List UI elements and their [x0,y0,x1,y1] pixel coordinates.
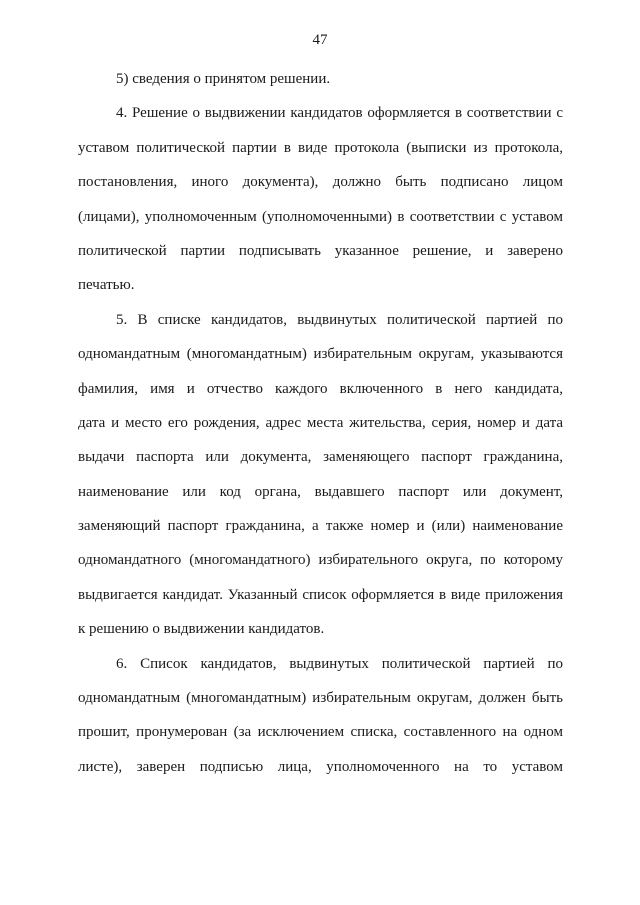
page-number: 47 [312,32,328,48]
text-line: одномандатным (многомандатным) избирательным округам, должен быть [78,690,563,707]
text-line: прошит, пронумерован (за исключением списка, составленного на одном [78,724,563,741]
text-line: печатью. [78,277,135,294]
text-line: 5) сведения о принятом решении. [116,71,331,87]
text-line: выдвигается кандидат. Указанный список оформляется в виде приложения [78,586,563,603]
text-line: наименование или код органа, выдавшего паспорт или документ, [78,483,563,500]
text-line: дата и место его рождения, адрес места жительства, серия, номер и дата [78,414,563,431]
paragraph-item-5 [78,62,563,96]
paragraph-clause-5 [78,303,563,647]
paragraph-clause-6 [78,647,563,785]
text-line: уставом политической партии в виде протокола (выписки из протокола, [78,139,563,156]
text-line: фамилия, имя и отчество каждого включенного в него кандидата, [78,380,563,397]
text-line: политической партии подписывать указанное решение, и заверено [78,242,563,259]
text-line: заменяющий паспорт гражданина, а также номер и (или) наименование [78,518,563,535]
text-line: одномандатным (многомандатным) избирательным округам, указываются [78,346,563,363]
text-line: 5. В списке кандидатов, выдвинутых политической партией по [116,311,563,328]
text-line: одномандатного (многомандатного) избирательного округа, по которому [78,552,563,569]
text-line: листе), заверен подписью лица, уполномоченного на то уставом [78,758,563,775]
text-line: к решению о выдвижении кандидатов. [78,621,325,638]
text-line: 4. Решение о выдвижении кандидатов оформляется в соответствии с [116,105,563,122]
paragraph-clause-4 [78,96,563,302]
body-text [78,62,563,784]
text-line: (лицами), уполномоченным (уполномоченными) в соответствии с уставом [78,208,563,225]
text-line: постановления, иного документа), должно быть подписано лицом [78,174,563,191]
text-line: 6. Список кандидатов, выдвинутых политической партией по [116,655,563,672]
text-line: выдачи паспорта или документа, заменяющего паспорт гражданина, [78,449,563,466]
